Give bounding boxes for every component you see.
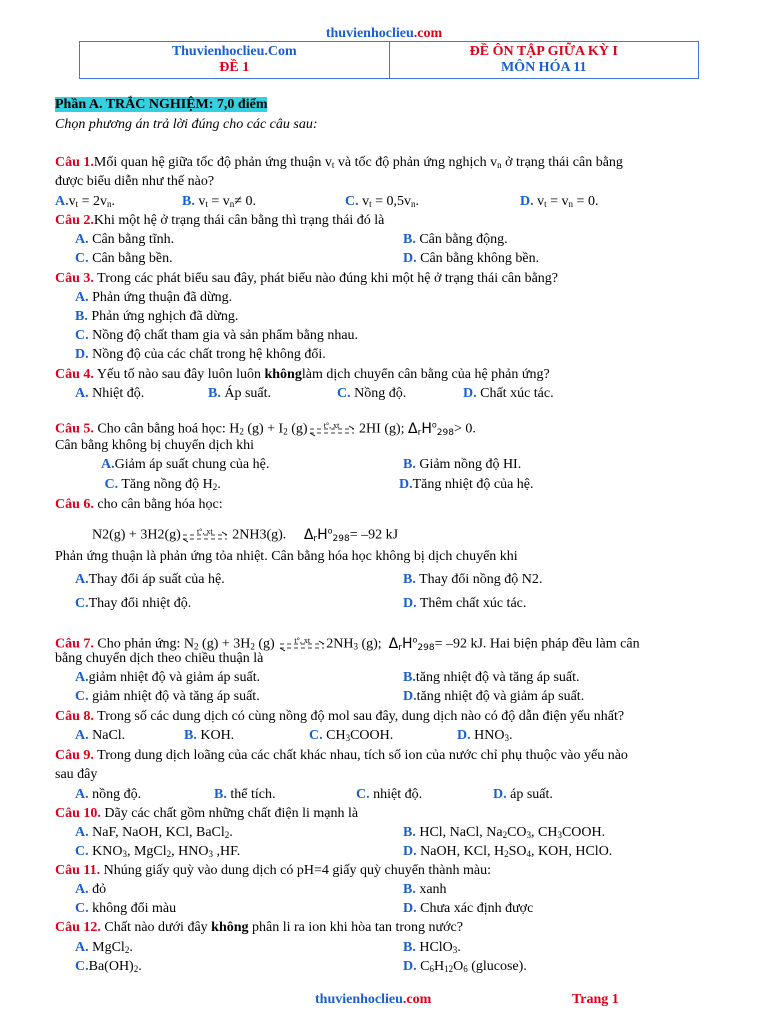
site-tld: .com	[413, 26, 443, 41]
q4-option-c[interactable]: C. Nồng độ.	[337, 386, 407, 401]
q8-option-b[interactable]: B. KOH.	[184, 728, 235, 743]
q2-option-a[interactable]: A. Cân bằng tĩnh.	[75, 232, 175, 247]
question-5-line2: Cân bằng không bị chuyển dịch khi	[55, 438, 255, 453]
q10-option-d[interactable]: D. NaOH, KCl, $H_2SO_4$, KOH, HClO.	[403, 844, 613, 859]
question-4: Câu 4. Yếu tố nào sau đây luôn luôn khônglàm dịch chuyển cân bằng của hệ phản ứng?	[55, 367, 550, 382]
header-subject: MÔN HÓA 11	[500, 60, 587, 75]
question-10: Câu 10. Dãy các chất gồm những chất điện li mạnh là	[55, 806, 359, 821]
q3-option-d[interactable]: D. Nồng độ của các chất trong hệ không đổi.	[75, 347, 326, 362]
q5-option-a[interactable]: A.Giảm áp suất chung của hệ.	[101, 457, 270, 472]
header-exam-title: ĐỀ ÔN TẬP GIỮA KỲ I	[469, 44, 618, 59]
question-6-line3: Phản ứng thuận là phản ứng tỏa nhiệt. Cân bằng hóa học không bị dịch chuyển khi	[55, 549, 518, 564]
q4-option-b[interactable]: B. Áp suất.	[208, 386, 272, 401]
section-instruction: Chọn phương án trả lời đúng cho các câu sau:	[55, 117, 318, 132]
q5-option-b[interactable]: B. Giảm nồng độ HI.	[403, 457, 522, 472]
header-right	[389, 42, 699, 78]
q10-option-c[interactable]: C. $KNO_3$, MgCl$_2$, $HNO_3$ ,HF.	[75, 844, 241, 859]
q5-option-c[interactable]: C. Tăng nồng độ $H_2$.	[104, 477, 221, 492]
q11-option-b[interactable]: B. xanh	[403, 882, 447, 897]
question-2: Câu 2.Khi một hệ ở trạng thái cân bằng thì trạng thái đó là	[55, 213, 385, 228]
header-table	[79, 41, 699, 79]
q1-option-d[interactable]: D. $v_t = v_n = 0$.	[520, 194, 599, 209]
equilibrium-arrow-icon: t°, xt	[308, 421, 356, 437]
q8-option-a[interactable]: A. NaCl.	[75, 728, 126, 743]
question-8: Câu 8. Trong số các dung dịch có cùng nồng độ mol sau đây, dung dịch nào có độ dẫn điện yếu nhất?	[55, 709, 625, 724]
q9-option-a[interactable]: A. nồng độ.	[75, 787, 142, 802]
equilibrium-arrow-icon: t°, xt	[278, 636, 326, 652]
q8-option-d[interactable]: D. $HNO_3$.	[457, 728, 513, 743]
site-header[interactable]	[0, 26, 768, 42]
q11-option-c[interactable]: C. không đổi màu	[75, 901, 177, 916]
q10-option-b[interactable]: B. HCl, NaCl, $Na_2CO_3$, $CH_3COOH$.	[403, 825, 606, 840]
question-11: Câu 11. Nhúng giấy quỳ vào dung dịch có pH=4 giấy quỳ chuyển thành màu:	[55, 863, 492, 878]
q2-option-b[interactable]: B. Cân bằng động.	[403, 232, 508, 247]
footer-site[interactable]: thuvienhoclieu.com	[315, 992, 432, 1007]
q3-option-b[interactable]: B. Phản ứng nghịch đã dừng.	[75, 309, 239, 324]
q4-option-a[interactable]: A. Nhiệt độ.	[75, 386, 145, 401]
q12-option-a[interactable]: A. MgCl$_2$.	[75, 940, 133, 955]
question-9-line2: sau đây	[55, 767, 98, 782]
q7-option-a[interactable]: A.giảm nhiệt độ và giảm áp suất.	[75, 670, 261, 685]
q12-option-d[interactable]: D. $C_6H_{12}O_6$ (glucose).	[403, 959, 527, 974]
q6-option-b[interactable]: B. Thay đổi nồng độ N2.	[403, 572, 543, 587]
question-1: Câu 1.Mối quan hệ giữa tốc độ phản ứng thuận $v_t$ và tốc độ phản ứng nghịch $v_n$ ở trạng thái cân bằng	[55, 155, 623, 170]
q12-option-b[interactable]: B. HClO$_3$.	[403, 940, 461, 955]
page-number: Trang 1	[572, 992, 619, 1007]
q4-option-d[interactable]: D. Chất xúc tác.	[463, 386, 554, 401]
site-name: thuvienhoclieu	[325, 26, 414, 41]
q7-option-c[interactable]: C. giảm nhiệt độ và tăng áp suất.	[75, 689, 260, 704]
q9-option-d[interactable]: D. áp suất.	[493, 787, 553, 802]
q11-option-a[interactable]: A. đỏ	[75, 882, 107, 897]
q1-option-c[interactable]: C. $v_t = 0,5v_n$.	[345, 194, 420, 209]
q2-option-d[interactable]: D. Cân bằng không bền.	[403, 251, 540, 266]
q7-option-d[interactable]: D.tăng nhiệt độ và giảm áp suất.	[403, 689, 585, 704]
question-9: Câu 9. Trong dung dịch loãng của các chất khác nhau, tích số ion của nước chỉ phụ thuộc vào yếu nào	[55, 748, 628, 763]
q6-option-a[interactable]: A.Thay đổi áp suất của hệ.	[75, 572, 225, 587]
q5-option-d[interactable]: D.Tăng nhiệt độ của hệ.	[399, 477, 534, 492]
q7-option-b[interactable]: B.tăng nhiệt độ và tăng áp suất.	[403, 670, 580, 685]
question-3: Câu 3. Trong các phát biểu sau đây, phát biểu nào đúng khi một hệ ở trạng thái cân bằng?	[55, 271, 559, 286]
q8-option-c[interactable]: C. $CH_3COOH$.	[309, 728, 394, 743]
q1-option-a[interactable]: $A.v_t = 2v_n$.	[55, 194, 116, 209]
question-6-equation: N2(g) + 3H2(g) t°, xt 2NH3(g). $\Delta_rH^o_{298}= -92$ kJ	[92, 526, 399, 544]
q2-option-c[interactable]: C. Cân bằng bền.	[75, 251, 173, 266]
section-title: Phần A. TRẮC NGHIỆM: 7,0 điểm	[55, 97, 268, 112]
q10-option-a[interactable]: A. NaF, NaOH, KCl, BaCl$_2$.	[75, 825, 233, 840]
q12-option-c[interactable]: $C.Ba(OH)_2$.	[75, 959, 142, 974]
question-7: Câu 7. Cho phản ứng: $N_2$ $(g) + 3H_2$ (g) t°, xt $2NH_3$ (g); $\Delta_rH^o_{298}= -92$ kJ. Hai biện pháp đều làm cân	[55, 635, 640, 653]
question-1-line2: được biểu diễn như thế nào?	[55, 174, 215, 189]
question-6: Câu 6. cho cân bằng hóa học:	[55, 497, 223, 512]
q11-option-d[interactable]: D. Chưa xác định được	[403, 901, 534, 916]
q1-option-b[interactable]: B. $v_t = v_n\ne 0$.	[182, 194, 256, 209]
question-7-line2: bằng chuyển dịch theo chiều thuận là	[55, 651, 264, 666]
q6-option-d[interactable]: D. Thêm chất xúc tác.	[403, 596, 527, 611]
q9-option-c[interactable]: C. nhiệt độ.	[356, 787, 423, 802]
question-12: Câu 12. Chất nào dưới đây không phân li ra ion khi hòa tan trong nước?	[55, 920, 463, 935]
q3-option-c[interactable]: C. Nồng độ chất tham gia và sản phẩm bằng nhau.	[75, 328, 359, 343]
header-site: Thuvienhoclieu.Com	[171, 44, 297, 59]
q3-option-a[interactable]: A. Phản ứng thuận đã dừng.	[75, 290, 233, 305]
header-left	[80, 42, 389, 78]
question-5: Câu 5. Cho cân bằng hoá học: $H_2$ $(g) + I_2$ (g) t°, xt 2HI (g); $\Delta_rH^o_{298}> 0$.	[55, 420, 476, 438]
equilibrium-arrow-icon: t°, xt	[181, 527, 229, 543]
q6-option-c[interactable]: C.Thay đổi nhiệt độ.	[75, 596, 192, 611]
q9-option-b[interactable]: B. thể tích.	[214, 787, 276, 802]
header-de: ĐỀ 1	[219, 60, 250, 75]
